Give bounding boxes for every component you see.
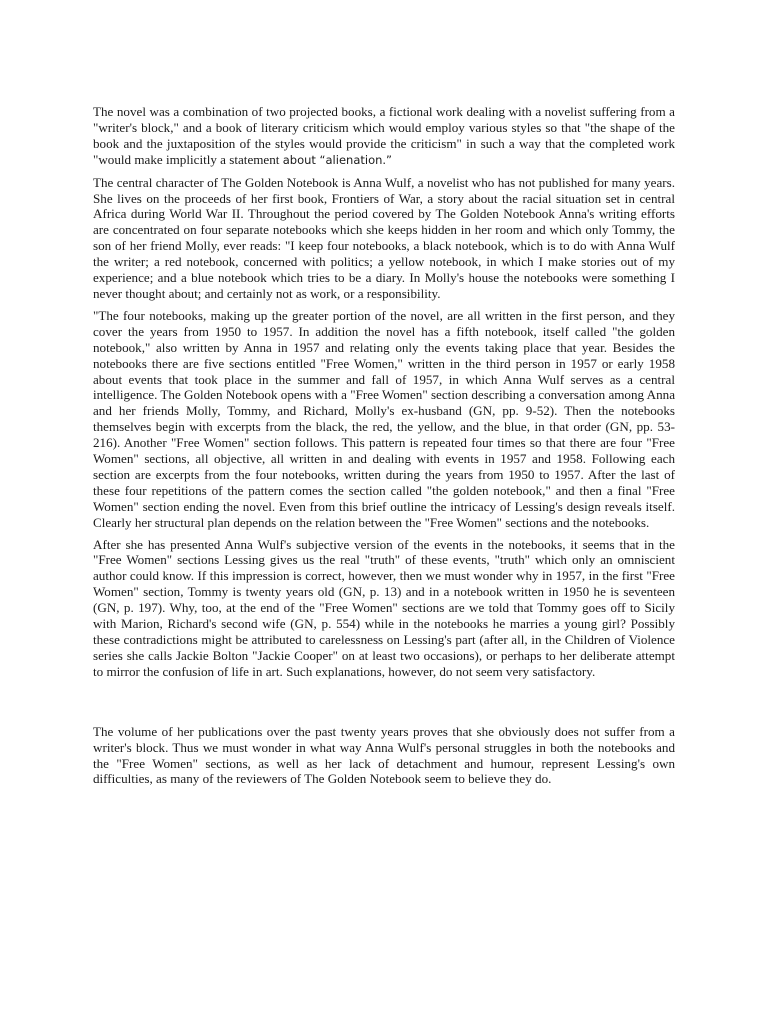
paragraph-3: "The four notebooks, making up the greater portion of the novel, are all written in the first person, and they cover the years from 1950 to 1957. In addition the novel has a fifth notebook, itself called "the golden notebook," also written by Anna in 1957 and relating only the events taking place that year. Besides the notebooks there are five sections entitled "Free Women," written in the third person in 1957 or early 1958 about events that took place in the summer and fall of 1957, in which Anna Wulf serves as a central intelligence. The Golden Notebook opens with a "Free Women" section describing a conversation among Anna and her friends Molly, Tommy, and Richard, Molly's ex-husband (GN, pp. 9-52). Then the notebooks themselves begin with excerpts from the black, the red, the yellow, and the blue, in that order (GN, pp. 53-216). Another "Free Women" section follows. This pattern is repeated four times so that there are four "Free Women" sections, all objective, all written in and dealing with events in 1957 and 1958. Following each section are excerpts from the four notebooks, written during the years from 1950 to 1957. After the last of these four repetitions of the pattern comes the section called "the golden notebook," and then a final "Free Women" section ending the novel. Even from this brief outline the intricacy of Lessing's design reveals itself. Clearly her structural plan depends on the relation between the "Free Women" sections and the notebooks.	[93, 307, 675, 530]
paragraph-1	[93, 104, 675, 169]
paragraph-4: After she has presented Anna Wulf's subjective version of the events in the notebooks, it seems that in the "Free Women" sections Lessing gives us the real "truth" of these events, "truth" which only an omniscient author could know. If this impression is correct, however, then we must wonder why in 1957, in the first "Free Women" section, Tommy is twenty years old (GN, p. 13) and in a notebook written in 1950 he is seventeen (GN, p. 197). Why, too, at the end of the "Free Women" sections are we told that Tommy goes off to Sicily with Marion, Richard's second wife (GN, p. 554) while in the notebooks he marries a young girl? Possibly these contradictions might be attributed to carelessness on Lessing's part (after all, in the Children of Violence series she calls Jackie Bolton "Jackie Cooper" on at least two occasions), or perhaps to her deliberate attempt to mirror the confusion of life in art. Such explanations, however, do not seem very satisfactory.	[93, 536, 675, 679]
document-body	[93, 104, 675, 793]
paragraph-5: The volume of her publications over the past twenty years proves that she obviously does not suffer from a writer's block. Thus we must wonder in what way Anna Wulf's personal struggles in both the notebooks and the "Free Women" sections, as well as her lack of detachment and humour, represent Lessing's own difficulties, as many of the reviewers of The Golden Notebook seem to believe they do.	[93, 723, 675, 787]
paragraph-2: The central character of The Golden Notebook is Anna Wulf, a novelist who has not published for many years. She lives on the proceeds of her first book, Frontiers of War, a story about the racial situation set in central Africa during World War II. Throughout the period covered by The Golden Notebook Anna's writing efforts are concentrated on four separate notebooks which she keeps hidden in her room and which only Tommy, the son of her friend Molly, ever reads: "I keep four notebooks, a black notebook, which is to do with Anna Wulf the writer; a red notebook, concerned with politics; a yellow notebook, in which I make stories out of my experience; and a blue notebook which tries to be a diary. In Molly's house the notebooks were something I never thought about; and certainly not as work, or a responsibility.	[93, 174, 675, 301]
paragraph-1-alienation-phrase: about “alienation.”	[282, 152, 393, 167]
paragraph-1-text: The novel was a combination of two projected books, a fictional work dealing with a novelist suffering from a "writer's block," and a book of literary criticism which would employ various styles so that "the shape of the book and the juxtaposition of the styles would provide the criticism" in such a way that the completed work "would make implicitly a statement	[93, 104, 675, 167]
